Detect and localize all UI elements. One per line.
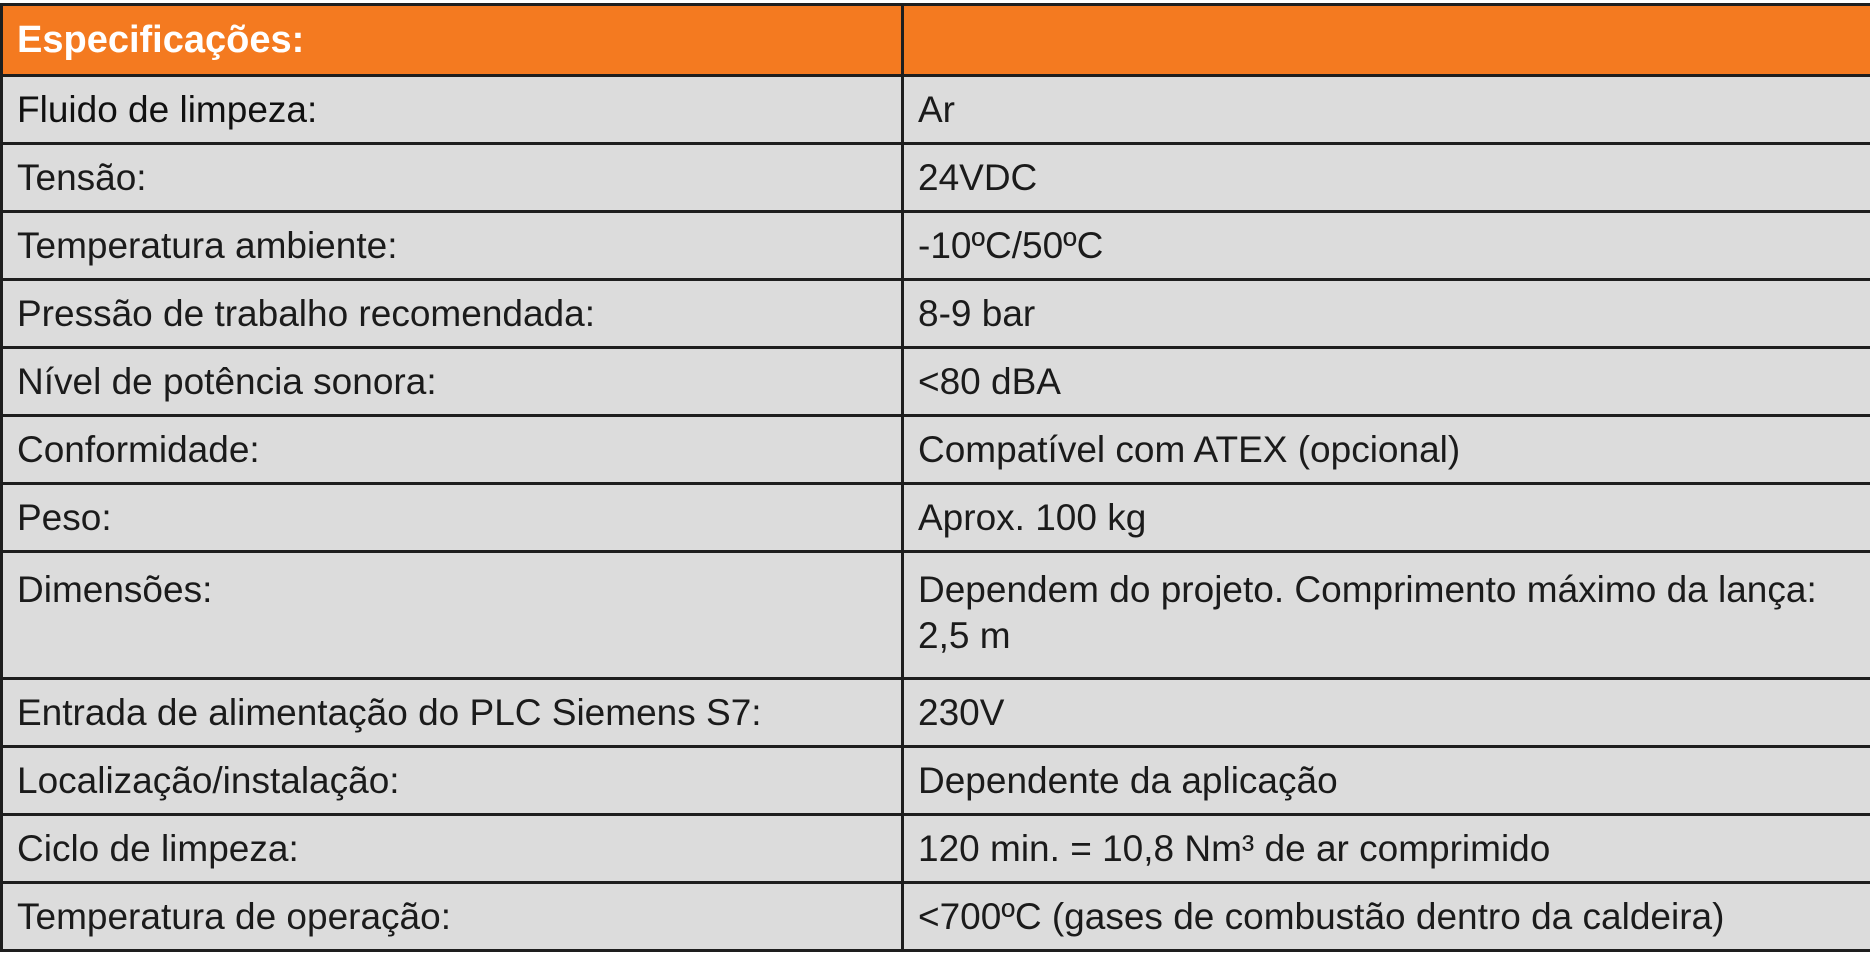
spec-value-voltage: 24VDC [903, 144, 1870, 212]
spec-label-conformity: Conformidade: [2, 416, 903, 484]
spec-label-ambient-temperature: Temperatura ambiente: [2, 212, 903, 280]
spec-label-cleaning-cycle: Ciclo de limpeza: [2, 815, 903, 883]
spec-label-dimensions: Dimensões: [2, 552, 903, 679]
specifications-title: Especificações: [2, 5, 903, 76]
table-row [2, 679, 1870, 747]
table-header-row [2, 5, 1870, 76]
table-row [2, 815, 1870, 883]
spec-label-location-installation: Localização/instalação: [2, 747, 903, 815]
spec-label-sound-power: Nível de potência sonora: [2, 348, 903, 416]
spec-value-location-installation: Dependente da aplicação [903, 747, 1870, 815]
spec-value-cleaning-fluid: Ar [903, 76, 1870, 144]
table-row [2, 212, 1870, 280]
spec-value-ambient-temperature: -10ºC/50ºC [903, 212, 1870, 280]
spec-value-plc-power-input: 230V [903, 679, 1870, 747]
specifications-table [0, 3, 1870, 952]
table-row [2, 416, 1870, 484]
table-row [2, 883, 1870, 951]
spec-label-plc-power-input: Entrada de alimentação do PLC Siemens S7: [2, 679, 903, 747]
table-row [2, 280, 1870, 348]
spec-label-operating-temperature: Temperatura de operação: [2, 883, 903, 951]
header-empty-cell [903, 5, 1870, 76]
spec-value-weight: Aprox. 100 kg [903, 484, 1870, 552]
spec-value-dimensions: Dependem do projeto. Comprimento máximo da lança: 2,5 m [903, 552, 1870, 679]
table-row [2, 552, 1870, 679]
table-row [2, 76, 1870, 144]
spec-value-sound-power: <80 dBA [903, 348, 1870, 416]
spec-label-weight: Peso: [2, 484, 903, 552]
spec-label-voltage: Tensão: [2, 144, 903, 212]
table-row [2, 747, 1870, 815]
spec-label-cleaning-fluid: Fluido de limpeza: [2, 76, 903, 144]
spec-value-cleaning-cycle: 120 min. = 10,8 Nm³ de ar comprimido [903, 815, 1870, 883]
spec-value-conformity: Compatível com ATEX (opcional) [903, 416, 1870, 484]
spec-label-working-pressure: Pressão de trabalho recomendada: [2, 280, 903, 348]
table-row [2, 348, 1870, 416]
table-row [2, 144, 1870, 212]
spec-value-operating-temperature: <700ºC (gases de combustão dentro da caldeira) [903, 883, 1870, 951]
spec-value-working-pressure: 8-9 bar [903, 280, 1870, 348]
table-row [2, 484, 1870, 552]
